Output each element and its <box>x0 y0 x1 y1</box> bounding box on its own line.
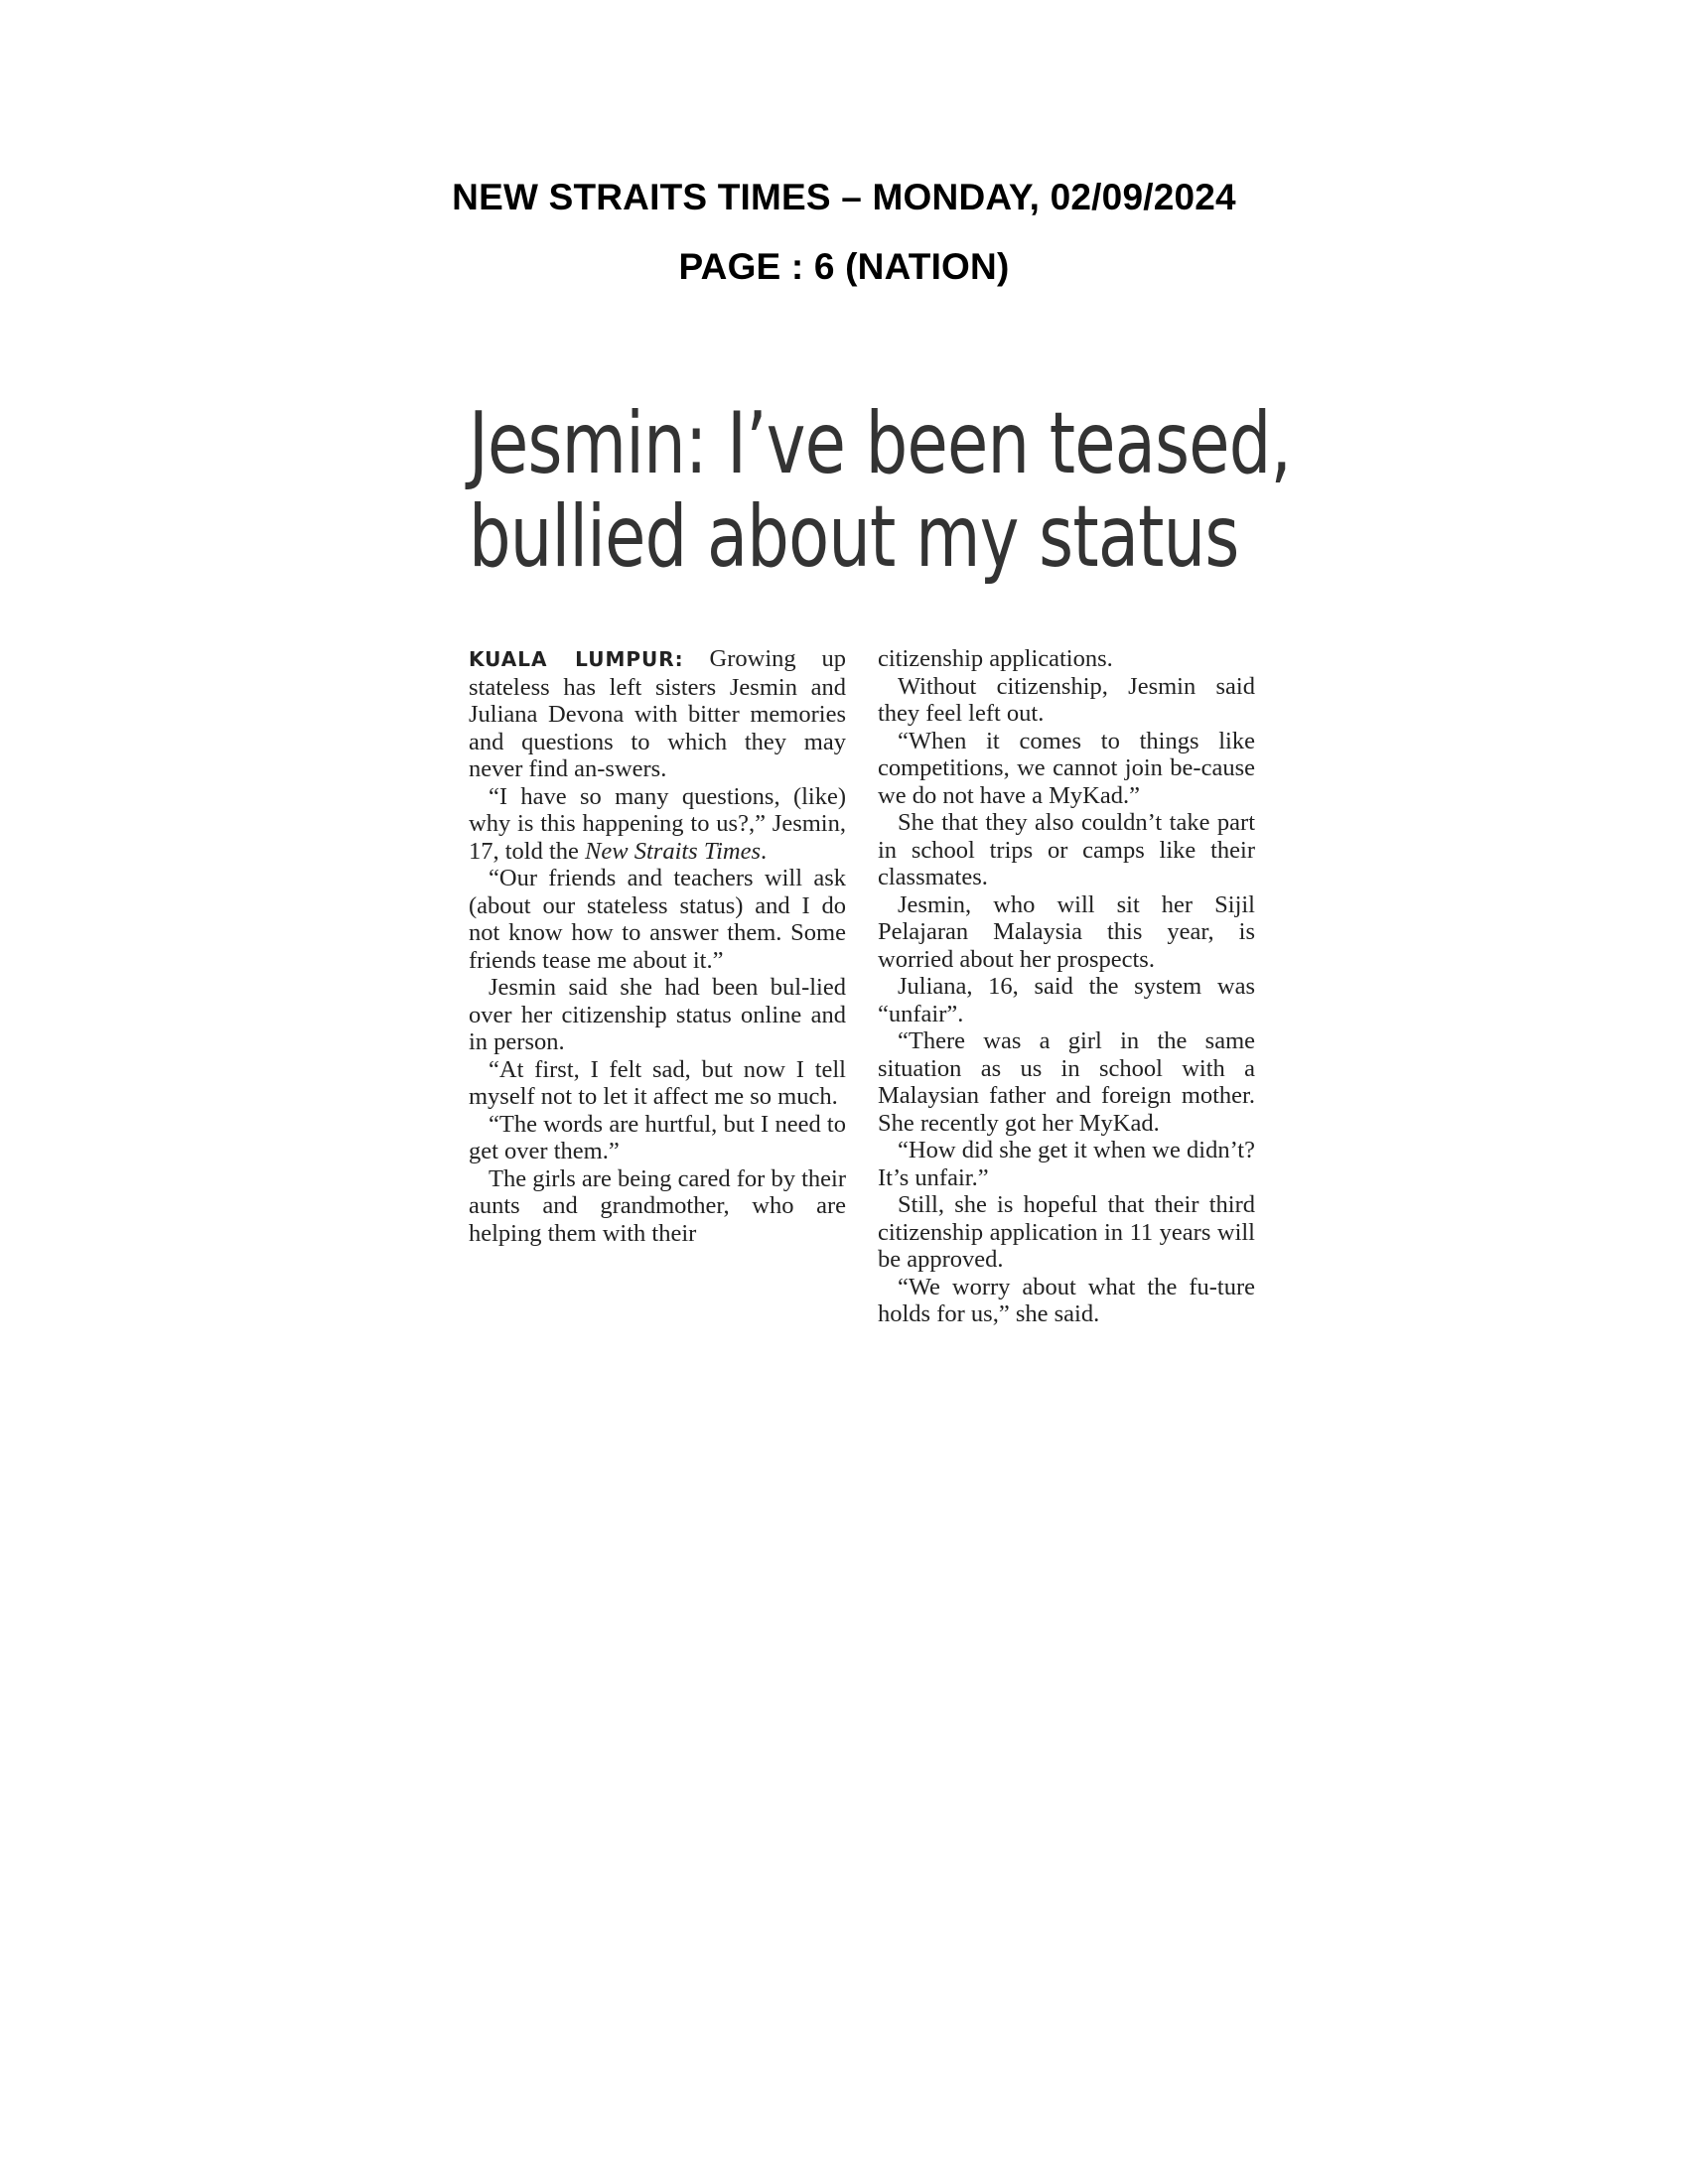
paragraph: “When it comes to things like competitions, we cannot join be-cause we do not have a MyKad.” <box>878 727 1255 809</box>
paragraph: “Our friends and teachers will ask (about our stateless status) and I do not know how to answer them. Some friends tease me about it.” <box>469 865 846 974</box>
paragraph: She that they also couldn’t take part in school trips or camps like their classmates. <box>878 809 1255 890</box>
paragraph: Still, she is hopeful that their third citizenship application in 11 years will be approved. <box>878 1191 1255 1273</box>
paragraph: Juliana, 16, said the system was “unfair”. <box>878 973 1255 1027</box>
paragraph: “How did she get it when we didn’t? It’s unfair.” <box>878 1137 1255 1191</box>
paragraph <box>469 645 846 783</box>
page-section-header: PAGE : 6 (NATION) <box>678 246 1010 287</box>
paragraph: “There was a girl in the same situation as us in school with a Malaysian father and foreign mother. She recently got her MyKad. <box>878 1027 1255 1137</box>
newspaper-clipping <box>469 394 1292 1370</box>
paragraph: “At first, I felt sad, but now I tell myself not to let it affect me so much. <box>469 1055 846 1110</box>
paragraph: Jesmin, who will sit her Sijil Pelajaran Malaysia this year, is worried about her prospects. <box>878 890 1255 973</box>
article-column-2 <box>878 645 1255 1328</box>
paragraph <box>469 783 846 866</box>
paragraph: citizenship applications. <box>878 645 1113 672</box>
dateline: KUALA LUMPUR: <box>469 647 684 671</box>
paragraph: “We worry about what the fu-ture holds for us,” she said. <box>878 1273 1255 1327</box>
paragraph: “The words are hurtful, but I need to get over them.” <box>469 1110 846 1164</box>
article-column-1 <box>469 645 846 1247</box>
publication-name: New Straits Times <box>585 837 762 865</box>
article-headline <box>469 394 1292 587</box>
paragraph-text: “I have so many questions, (like) why is this happening to us?,” Jesmin, 17, told the <box>469 782 846 865</box>
paragraph-text: Growing up stateless has left sisters Jesmin and Juliana Devona with bitter memories and questions to which they may never find an-swers. <box>469 645 846 782</box>
paragraph: Jesmin said she had been bul-lied over her citizenship status online and in person. <box>469 974 846 1055</box>
paragraph: The girls are being cared for by their aunts and grandmother, who are helping them with their <box>469 1164 846 1247</box>
paragraph: Without citizenship, Jesmin said they feel left out. <box>878 672 1255 727</box>
paragraph-text: . <box>761 837 768 865</box>
headline-line-1: Jesmin: I’ve been teased, <box>469 394 1292 493</box>
publication-date-header: NEW STRAITS TIMES – MONDAY, 02/09/2024 <box>452 177 1236 217</box>
headline-line-2: bullied about my status <box>469 487 1239 587</box>
